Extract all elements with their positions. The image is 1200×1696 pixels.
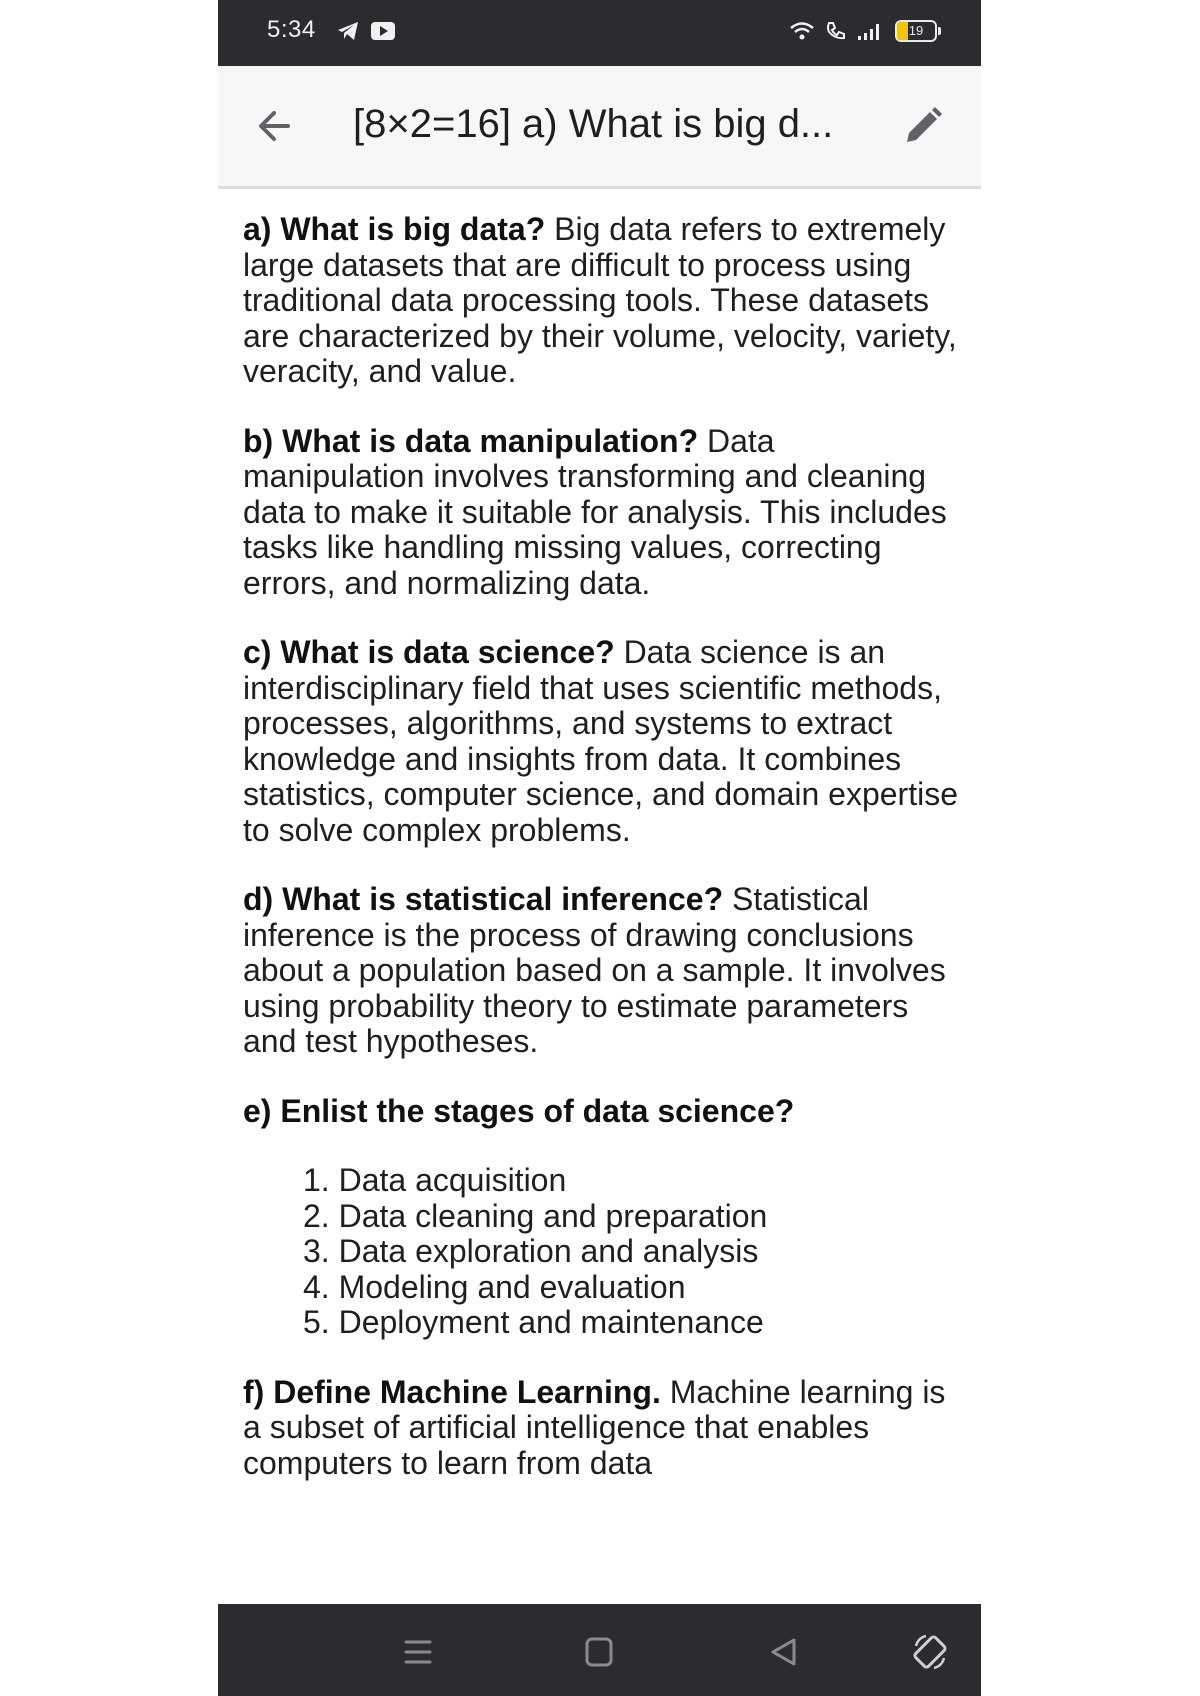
status-left-icons <box>336 20 396 42</box>
answer-f: Machine learning is a subset of artificial intelligence that enables computers to learn from data <box>243 1373 946 1481</box>
back-triangle-icon[interactable] <box>764 1632 804 1672</box>
list-item: 1. Data acquisition <box>303 1162 567 1198</box>
battery-icon <box>895 20 937 42</box>
document-title: [8×2=16] a) What is big d... <box>353 102 834 146</box>
answer-c: Data science is an interdisciplinary field that uses scientific methods, processes, algorithms, and systems to extract knowledge and insights from data. It combines statistics, computer science, and domain expertise to solve complex problems. <box>243 634 958 848</box>
app-bar <box>218 66 981 189</box>
navigation-bar <box>218 1604 981 1696</box>
status-right-icons <box>789 20 937 42</box>
list-item: 4. Modeling and evaluation <box>303 1268 686 1305</box>
phone-screen <box>218 0 981 1696</box>
section-f <box>243 1375 963 1482</box>
signal-icon <box>857 21 885 41</box>
question-c: c) What is data science? <box>243 634 615 670</box>
status-time: 5:34 <box>267 16 316 43</box>
section-d <box>243 882 963 1060</box>
question-a: a) What is big data? <box>243 211 546 247</box>
question-d: d) What is statistical inference? <box>243 881 724 917</box>
list-item: 2. Data cleaning and preparation <box>303 1197 768 1234</box>
answer-d: Statistical inference is the process of drawing conclusions about a population based on a sample. It involves using probability theory to estimate parameters and test hypotheses. <box>243 881 946 1059</box>
telegram-icon <box>336 20 360 42</box>
arrow-left-icon[interactable] <box>252 104 296 148</box>
list-item: 3. Data exploration and analysis <box>303 1233 759 1269</box>
question-b: b) What is data manipulation? <box>243 422 699 459</box>
document-content <box>243 212 963 1515</box>
pencil-icon[interactable] <box>901 104 945 148</box>
section-e <box>243 1094 963 1130</box>
rotate-icon[interactable] <box>910 1632 950 1672</box>
wifi-icon <box>789 21 815 41</box>
youtube-icon <box>370 21 396 41</box>
list-item: 5. Deployment and maintenance <box>303 1304 764 1340</box>
answer-b: Data manipulation involves transforming and cleaning data to make it suitable for analysis. This includes tasks like handling missing values, correcting errors, and normalizing data. <box>243 422 947 601</box>
call-icon <box>825 20 847 42</box>
battery-level: 19 <box>908 23 924 38</box>
section-b <box>243 424 963 602</box>
status-bar <box>218 0 981 66</box>
menu-icon[interactable] <box>398 1632 438 1672</box>
home-icon[interactable] <box>579 1632 619 1672</box>
question-e: e) Enlist the stages of data science? <box>243 1092 795 1129</box>
section-a <box>243 212 963 390</box>
section-c <box>243 635 963 848</box>
stages-list <box>303 1163 963 1341</box>
question-f: f) Define Machine Learning. <box>243 1373 661 1410</box>
answer-a: Big data refers to extremely large datasets that are difficult to process using traditional data processing tools. These datasets are characterized by their volume, velocity, variety, veracity, and value. <box>243 211 957 389</box>
